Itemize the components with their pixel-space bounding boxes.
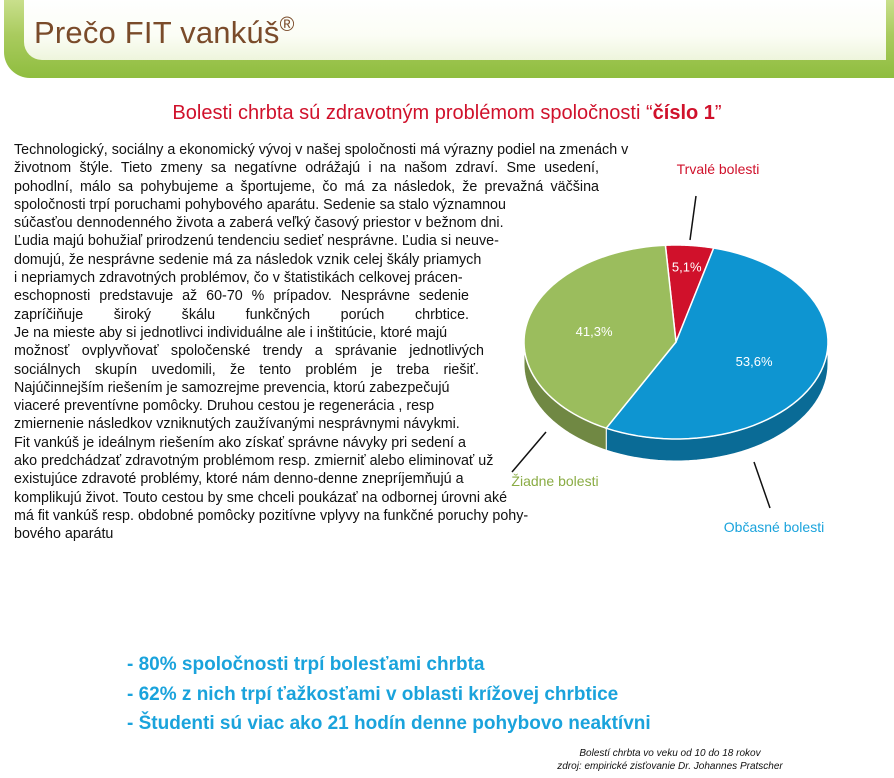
- body-line: pohodlní, málo sa pohybujeme a športujeme, čo má za následok, že prevažná väčšina: [14, 178, 599, 195]
- pie-leader-line: [754, 462, 770, 508]
- body-line: komplikujú život. Touto cestou by sme chceli poukázať na odbornej úrovni aké: [14, 489, 508, 506]
- chart-source-note: [540, 748, 800, 773]
- body-line: Najúčinnejším riešením je samozrejme prevencia, ktorú zabezpečujú: [14, 379, 450, 396]
- chart-heading-text: Bolesti chrbta sú zdravotným problémom spoločnosti “: [172, 102, 653, 124]
- body-line: i nepriamych zdravotných problémov, čo v štatistikách celkovej prácen-: [14, 270, 463, 287]
- bullet-item: - 80% spoločnosti trpí bolesťami chrbta: [127, 654, 485, 675]
- bullet-item: - Študenti sú viac ako 21 hodín denne pohybovo neaktívni: [127, 713, 651, 734]
- page-title-text: Prečo FIT vankúš: [34, 15, 280, 50]
- body-line: možnosť ovplyvňovať spoločenské trendy a správanie jednotlivých: [14, 343, 484, 360]
- body-line: spoločnosti trpí poruchami pohybového aparátu. Sedenie sa stalo významnou: [14, 196, 506, 213]
- body-line: existujúce zdravoté problémy, ktoré nám denno-denne znepríjemňujú a: [14, 471, 464, 488]
- pie-value-label: 5,1%: [671, 259, 702, 275]
- body-line: sociálnych skupín uvedomili, že tento problém je treba riešiť.: [14, 361, 479, 378]
- chart-heading-emphasis: číslo 1: [652, 102, 715, 124]
- pie-value-label: 53,6%: [735, 354, 773, 369]
- pie-category-label: Trvalé bolesti: [676, 161, 760, 177]
- body-line: bového aparátu: [14, 526, 114, 543]
- pie-category-label: Občasné bolesti: [723, 519, 825, 535]
- pie-leader-line: [512, 432, 546, 472]
- body-line: domujú, že nesprávne sedenie má za následok vznik celej škály priamych: [14, 251, 482, 268]
- body-line: zmiernenie následkov vzniknutých zaužívanými nesprávnymi návykmi.: [14, 416, 460, 433]
- body-line: Ľudia majú bohužiaľ prirodzenú tendenciu sedieť nesprávne. Ľudia si neuve-: [14, 233, 499, 250]
- body-line: ako predchádzať zdravotným problémom resp. zmierniť alebo eliminovať už: [14, 453, 494, 470]
- body-line: viaceré preventívne pomôcky. Druhou cestou je regenerácia , resp: [14, 398, 435, 415]
- bullet-item: - 62% z nich trpí ťažkosťami v oblasti krížovej chrbtice: [127, 683, 619, 705]
- pie-leader-line: [690, 196, 696, 240]
- source-line-1: Bolestí chrbta vo veku od 10 do 18 rokov: [579, 748, 761, 759]
- source-line-2: zdroj: empirické zisťovanie Dr. Johannes Pratscher: [557, 760, 783, 772]
- body-line: Fit vankúš je ideálnym riešením ako získať správne návyky pri sedení a: [14, 434, 466, 451]
- body-line: súčasťou dennodenného života a zaberá veľký časový priestor v bežnom dni.: [14, 215, 504, 232]
- body-line: Technologický, sociálny a ekonomický vývoj v našej spoločnosti má výrazny podiel na zmenách v: [14, 142, 629, 158]
- body-line: eschopnosti predstavuje až 60-70 % prípadov. Nesprávne sedenie: [14, 288, 469, 305]
- body-line: má fit vankúš resp. obdobné pomôcky pozitívne vplyvy na funkčné poruchy pohy-: [14, 507, 529, 524]
- body-line: zapríčiňuje široký škálu funkčných porúch chrbtice.: [14, 306, 469, 323]
- chart-heading-closing: ”: [714, 102, 722, 124]
- body-line: Je na mieste aby si jednotlivci individuálne ale i inštitúcie, ktoré majú: [14, 324, 448, 341]
- pie-category-label: Žiadne bolesti: [511, 473, 599, 489]
- registered-mark: ®: [279, 14, 295, 36]
- bullet-list: [127, 650, 807, 739]
- pie-value-label: 41,3%: [575, 324, 613, 340]
- body-line: životnom štýle. Tieto zmeny sa negatívne odrážajú i na našom zdraví. Sme usedení,: [14, 160, 599, 177]
